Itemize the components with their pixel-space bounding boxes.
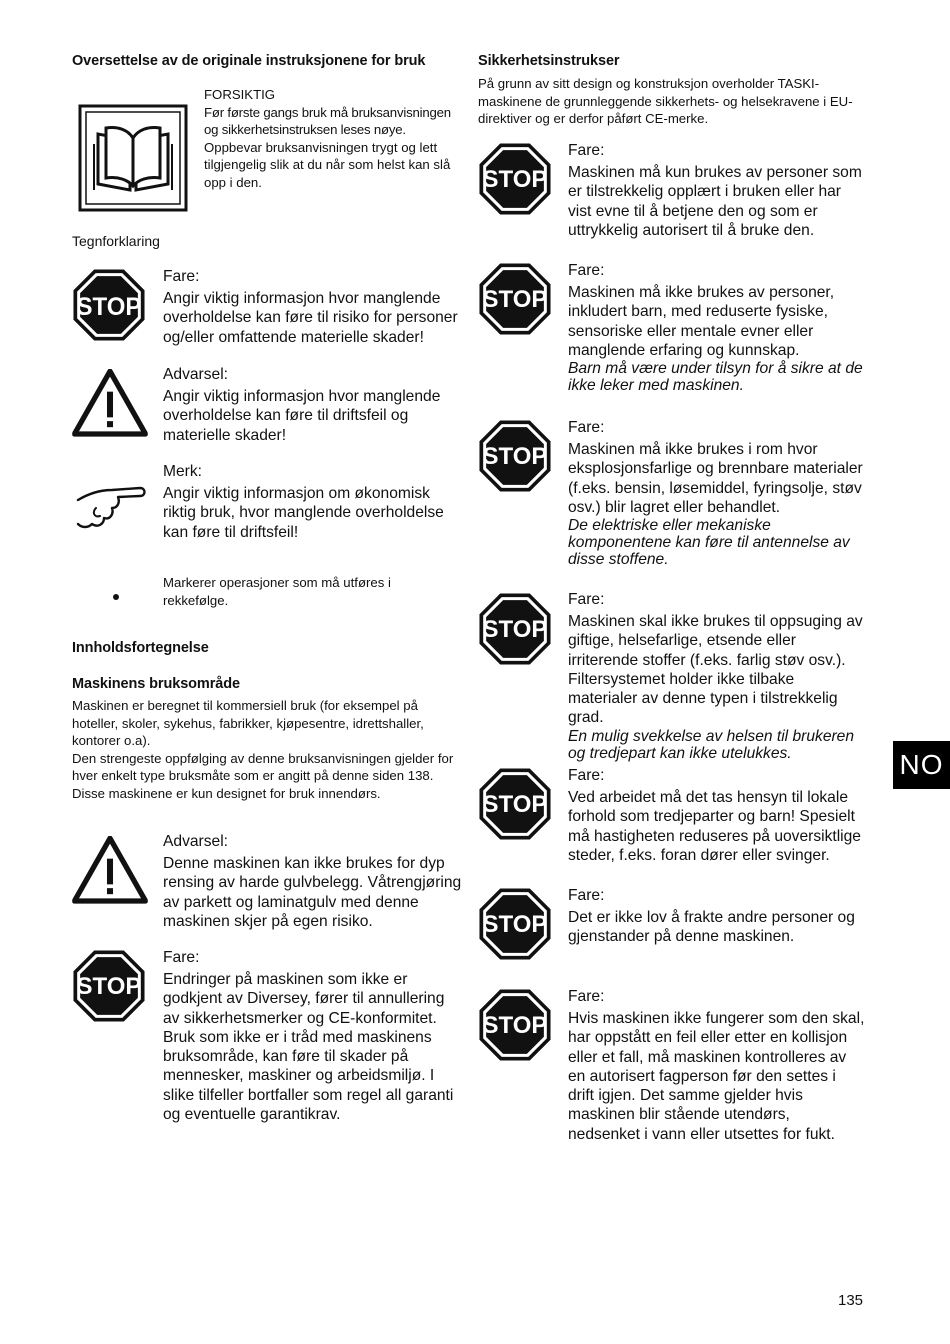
svg-text:STOP: STOP [482, 911, 548, 938]
warning-triangle-icon [72, 369, 148, 437]
safety-item-label: Fare: [568, 142, 605, 159]
svg-text:STOP: STOP [482, 443, 548, 470]
usage-title: Maskinens bruksområde [72, 676, 240, 692]
toc-title: Innholdsfortegnelse [72, 640, 209, 656]
usage-paragraph-1: Maskinen er beregnet til kommersiell bruk (for eksempel på hoteller, skoler, sykehus, fabrikker, kjøpesentre, idrettshaller, kontorer o.a). [72, 698, 424, 749]
safety-item-label: Fare: [568, 767, 605, 784]
legend-note-text: Angir viktig informasjon om økonomisk riktig bruk, hvor manglende overholdelse kan føre til driftsfeil! [163, 485, 444, 541]
caution-text: Oppbevar bruksanvisningen trygt og lett tilgjengelig slik at du når som helst kan slå opp i den. [204, 139, 451, 190]
legend-title: Tegnforklaring [72, 233, 160, 249]
safety-item-label: Fare: [568, 887, 605, 904]
stop-sign-icon [72, 268, 146, 342]
warning-triangle-icon [72, 836, 148, 904]
legend-note-label: Merk: [163, 463, 202, 480]
safety-item-label: Fare: [568, 591, 605, 608]
legend-warning-text: Angir viktig informasjon hvor manglende overholdelse kan føre til driftsfeil og materielle skader! [163, 388, 441, 444]
stop-sign-icon [478, 419, 552, 493]
document-title: Oversettelse av de originale instruksjonene for bruk [72, 53, 426, 69]
read-manual-icon [78, 104, 188, 212]
legend-danger-text: Angir viktig informasjon hvor manglende overholdelse kan føre til risiko for personer og/eller omfattende materielle skader! [163, 290, 458, 346]
usage-danger-text: Endringer på maskinen som ikke er godkjent av Diversey, fører til annullering av sikkerhetsmerker og CE-konformitet. Bruk som ikke er i tråd med maskinens bruksområde, kan føre til skader på mennesker, maskiner og arbeidsmiljø. I slike tilfeller bortfaller som regel all garanti og eventuelle garantikrav. [163, 971, 454, 1124]
safety-item-label: Fare: [568, 262, 605, 279]
svg-text:STOP: STOP [482, 1012, 548, 1039]
stop-sign-icon [478, 262, 552, 336]
safety-item-text: Ved arbeidet må det tas hensyn til lokale forhold som tredjeparter og barn! Spesielt må hastigheten reduseres på uoversiktlige steder, f.eks. foran dører eller svinger. [568, 789, 861, 864]
usage-paragraph-2: Den strengeste oppfølging av denne bruksanvisningen gjelder for hver enkelt type bruksmåte som er angitt på denne siden 138. [72, 750, 454, 784]
bullet-icon [113, 594, 119, 600]
safety-item-text: Maskinen må ikke brukes i rom hvor eksplosjonsfarlige og brennbare materialer (f.eks. bensin, løsemiddel, fyringsolje, støv osv.) blir lagret eller behandlet. [568, 441, 863, 516]
safety-item-note: En mulig svekkelse av helsen til brukeren og tredjepart kan ikke utelukkes. [568, 727, 855, 762]
svg-text:STOP: STOP [482, 286, 548, 313]
stop-sign-icon [72, 949, 146, 1023]
safety-intro: På grunn av sitt design og konstruksjon overholder TASKI-maskinene de grunnleggende sikkerhets- og helsekravene i EU-direktiver og er derfor påført CE-merke. [478, 76, 853, 127]
language-tab: NO [893, 741, 950, 789]
caution-label: FORSIKTIG [204, 87, 276, 102]
safety-item-text: Det er ikke lov å frakte andre personer og gjenstander på denne maskinen. [568, 909, 855, 946]
stop-sign-icon [478, 887, 552, 961]
svg-text:STOP: STOP [482, 616, 548, 643]
usage-paragraph-3: Disse maskinene er kun designet for bruk innendørs. [72, 785, 381, 801]
stop-sign-icon [478, 988, 552, 1062]
safety-item-text: Maskinen skal ikke brukes til oppsuging av giftige, helsefarlige, etsende eller irriterende stoffer (f.eks. farlig støv osv.). Filtersystemet holder ikke tilbake materialer av denne typen i tilstrekkelig grad. [568, 613, 863, 727]
safety-item-label: Fare: [568, 419, 605, 436]
svg-text:STOP: STOP [482, 166, 548, 193]
safety-item-text: Maskinen må ikke brukes av personer, inkludert barn, med reduserte fysiske, sensoriske eller mentale evner eller manglende erfaring og kunnskap. [568, 284, 835, 359]
safety-item-text: Maskinen må kun brukes av personer som er tilstrekkelig opplært i bruken eller har vist evne til å betjene den og som er uttrykkelig autorisert til å bruke den. [568, 164, 862, 239]
legend-warning-label: Advarsel: [163, 366, 229, 383]
svg-text:STOP: STOP [482, 791, 548, 818]
svg-text:STOP: STOP [76, 973, 142, 1000]
legend-danger-label: Fare: [163, 268, 200, 285]
caution-bold-text: Før første gangs bruk må bruksanvisningen og sikkerhetsinstruksen leses nøye. [204, 104, 451, 138]
safety-title: Sikkerhetsinstrukser [478, 53, 620, 69]
usage-warning-text: Denne maskinen kan ikke brukes for dyp rensing av harde gulvbelegg. Våtrengjøring av parkett og laminatgulv med denne maskinen skjer på egen risiko. [163, 855, 462, 930]
safety-item-text: Hvis maskinen ikke fungerer som den skal, har oppstått en feil eller etter en kollisjon eller et fall, må maskinen kontrolleres av en autorisert fagperson før den settes i drift igjen. Det samme gjelder hvis maskinen blir stående utendørs, nedsenket i vann eller utsettes for fukt. [568, 1010, 865, 1143]
usage-warning-label: Advarsel: [163, 833, 229, 850]
stop-sign-icon [478, 142, 552, 216]
pointing-hand-icon [74, 478, 150, 534]
legend-bullet-text: Markerer operasjoner som må utføres i rekkefølge. [163, 575, 391, 608]
stop-sign-icon [478, 592, 552, 666]
safety-item-note: Barn må være under tilsyn for å sikre at de ikke leker med maskinen. [568, 360, 863, 395]
safety-item-note: De elektriske eller mekaniske komponentene kan føre til antennelse av disse stoffene. [568, 517, 850, 569]
usage-danger-label: Fare: [163, 949, 200, 966]
svg-text:STOP: STOP [76, 293, 142, 322]
safety-item-label: Fare: [568, 988, 605, 1005]
stop-sign-icon [478, 767, 552, 841]
page-number: 135 [838, 1292, 864, 1309]
